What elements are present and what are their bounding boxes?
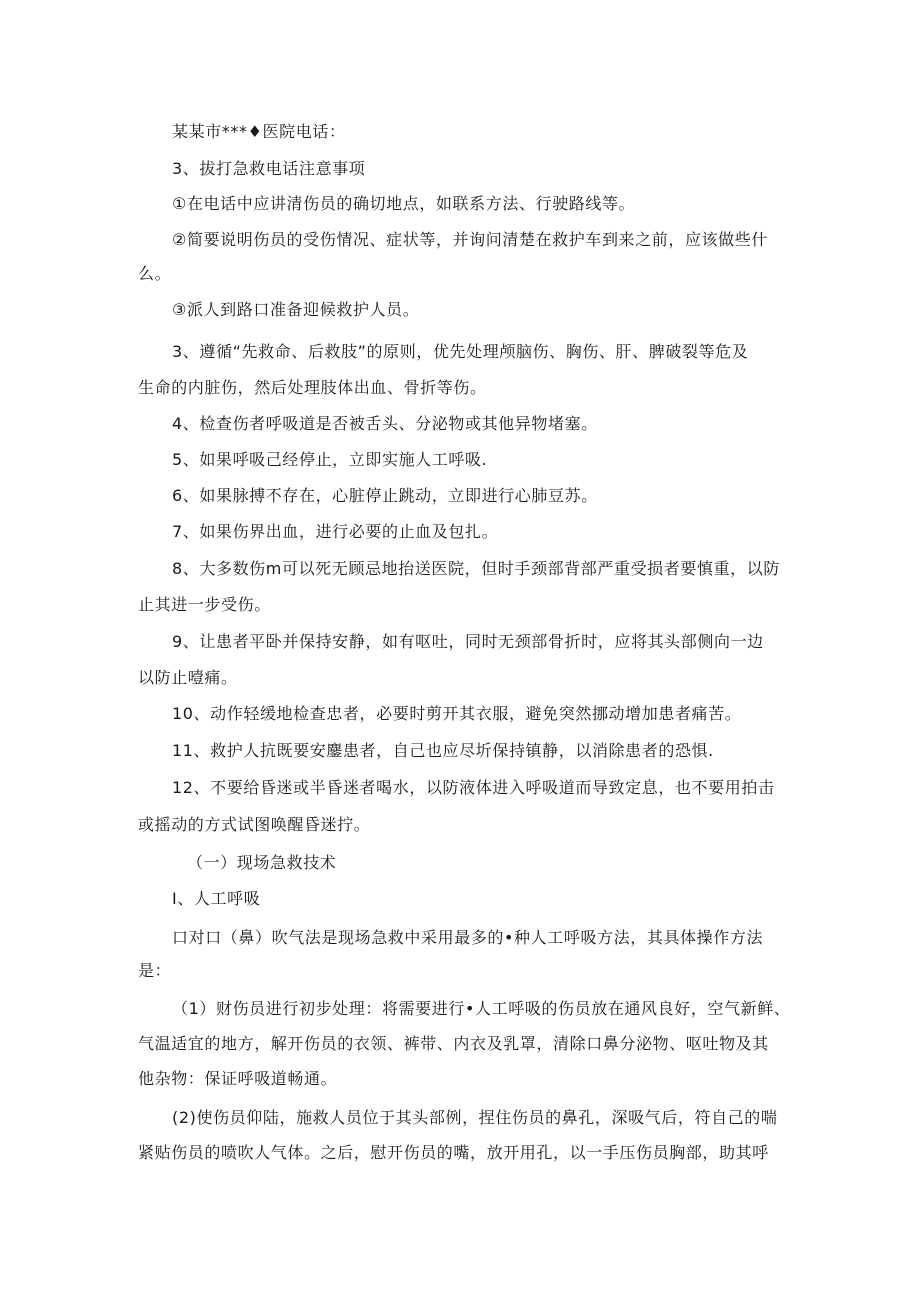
hospital-phone-line: 某某市***♦医院电话： — [172, 122, 346, 141]
subsection-heading: I、人工呼吸 — [172, 889, 261, 908]
item-8-line-2: 止其进一步受伤。 — [138, 595, 271, 614]
item-5: 5、如果呼吸己经停止，立即实施人工呼吸. — [172, 450, 488, 469]
item-12-line-1: 12、不要给昏迷或半昏迷者喝水，以防液体进入呼吸道而导致定息，也不要用拍击 — [172, 778, 775, 797]
item-12-line-2: 或摇动的方式试图唤醒昏迷拧。 — [138, 815, 371, 834]
item-4: 4、检查伤者呼吸道是否被舌头、分泌物或其他异物堵塞。 — [172, 414, 598, 433]
item-3-line-2: 生命的内脏伤，然后处理肢体出血、骨折等伤。 — [138, 378, 487, 397]
step-1-line-2: 气温适宜的地方，解开伤员的衣领、裤带、内衣及乳罩，清除口鼻分泌物、呕吐物及其 — [138, 1034, 769, 1053]
item-9-line-2: 以防止噎痛。 — [138, 668, 238, 687]
item-10: 10、动作轻缓地检查忠者，必要时剪开其衣服，避免突然挪动增加患者痛苦。 — [172, 704, 742, 723]
step-2-line-2: 紧贴伤员的喷吹人气体。之后，慰开伤员的嘴，放开用孔，以一手压伤员胸部，助其呼 — [138, 1143, 769, 1162]
notes-heading: 3、拔打急救电话注意事项 — [172, 159, 366, 178]
intro-line-2: 是： — [138, 961, 172, 980]
intro-line-1: 口对口（鼻）吹气法是现场急救中采用最多的•种人工呼吸方法，其具体操作方法 — [172, 928, 764, 947]
note-1: ①在电话中应讲清伤员的确切地点，如联系方法、行驶路线等。 — [172, 194, 636, 213]
item-7: 7、如果伤界出血，进行必要的止血及包扎。 — [172, 522, 499, 541]
step-2-line-1: (2)使伤员仰陆，施救人员位于其头部例，捏住伤员的鼻孔，深吸气后，符自己的喘 — [172, 1108, 778, 1127]
step-1-line-3: 他杂物：保证呼吸道畅通。 — [138, 1069, 338, 1088]
item-11: 11、救护人抗既要安鏖患者，自己也应尽圻保持镇静，以消除患者的恐惧. — [172, 741, 714, 760]
note-2-line-2: 么。 — [138, 264, 172, 283]
note-2-line-1: ②简要说明伤员的受伤情况、症状等，并询问清楚在救护车到来之前，应该做些什 — [172, 230, 768, 249]
item-3-line-1: 3、遵循“先救命、后救肢”的原则，优先处理颅脑伤、胸伤、肝、脾破裂等危及 — [172, 342, 749, 361]
note-3: ③派人到路口准备迎候救护人员。 — [172, 300, 420, 319]
item-8-line-1: 8、大多数伤m可以死无顾忌地抬送医院，但时手颈部背部严重受损者要慎重，以防 — [172, 559, 780, 578]
section-heading: （一）现场急救技术 — [187, 853, 337, 872]
item-6: 6、如果脉搏不存在，心脏停止跳动，立即进行心肺豆苏。 — [172, 486, 598, 505]
step-1-line-1: （1）财伤员进行初步处理：将需要进行•人工呼吸的伤员放在通风良好，空气新鲜、 — [172, 999, 791, 1018]
item-9-line-1: 9、让患者平卧并保持安静，如有呕吐，同时无颈部骨折时，应将其头部侧向一边 — [172, 632, 764, 651]
